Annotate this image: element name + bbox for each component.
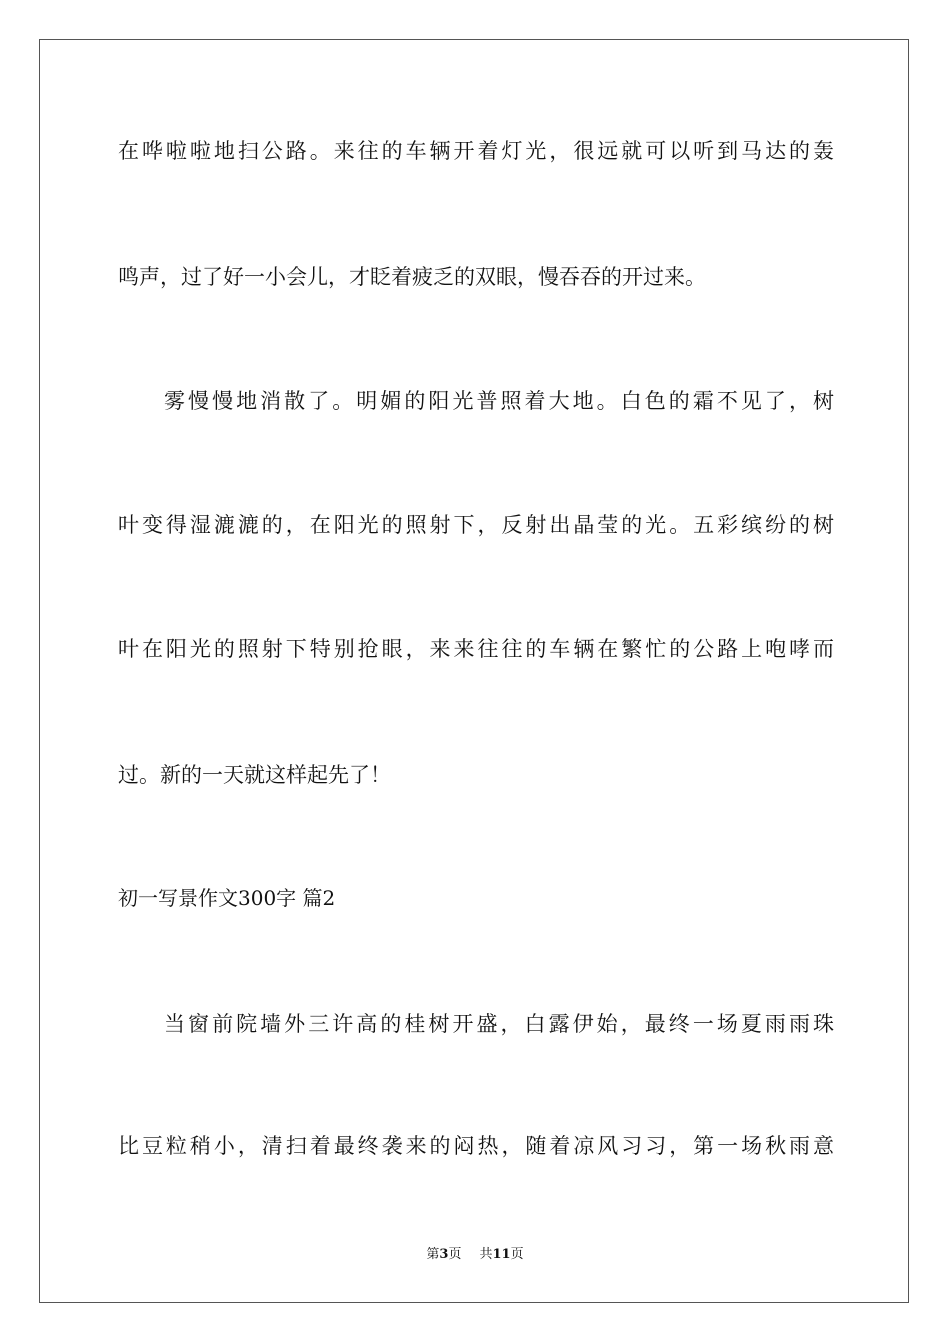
- text-line-1: 在哗啦啦地扫公路。来往的车辆开着灯光，很远就可以听到马达的轰: [118, 139, 834, 163]
- footer-page-suffix: 页: [448, 1247, 462, 1262]
- text-line-5: 叶在阳光的照射下特别抢眼，来来往往的车辆在繁忙的公路上咆哮而: [118, 637, 834, 661]
- text-line-7: 当窗前院墙外三许高的桂树开盛，白露伊始，最终一场夏雨雨珠: [164, 1012, 834, 1036]
- text-line-2: 鸣声，过了好一小会儿，才眨着疲乏的双眼，慢吞吞的开过来。: [118, 265, 706, 289]
- footer-page-number: 3: [439, 1247, 449, 1262]
- footer-total-suffix: 页: [510, 1247, 524, 1262]
- footer-total-number: 11: [492, 1247, 511, 1262]
- footer-total-prefix: 共: [479, 1247, 493, 1262]
- text-line-8: 比豆粒稍小，清扫着最终袭来的闷热，随着凉风习习，第一场秋雨意: [118, 1134, 834, 1158]
- text-line-6: 过。新的一天就这样起先了！: [118, 763, 391, 787]
- page-border: [39, 39, 909, 1303]
- text-line-3: 雾慢慢地消散了。明媚的阳光普照着大地。白色的霜不见了，树: [164, 389, 834, 413]
- page-footer: [0, 1246, 950, 1264]
- section-heading: 初一写景作文300字 篇2: [118, 886, 336, 910]
- text-line-4: 叶变得湿漉漉的，在阳光的照射下，反射出晶莹的光。五彩缤纷的树: [118, 513, 834, 537]
- footer-page-prefix: 第: [426, 1247, 440, 1262]
